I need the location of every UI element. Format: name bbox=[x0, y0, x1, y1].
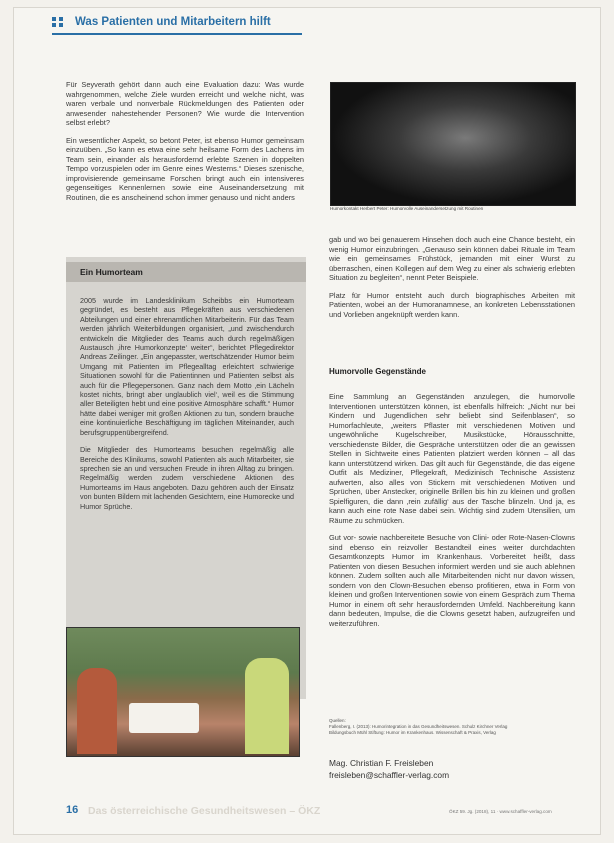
box-header bbox=[66, 262, 306, 282]
author-email[interactable]: freisleben@schaffler-verlag.com bbox=[329, 770, 450, 780]
author-block bbox=[329, 757, 449, 781]
sources-label: Quellen: bbox=[329, 718, 346, 723]
paragraph: Gut vor- sowie nachbereitete Besuche von Clini- oder Rote-Nasen-Clowns sind ebenso ein reizvoller Bestandteil eines weiter durchdachten Gesamtkonzepts Humor im Krankenhaus. Vorbereitet heißt, dass Patienten von diesen Besuchen informiert werden und sie auch ablehnen können. Zudem sollten auch alle Mitarbeitenden nicht nur davon wissen, sondern von den Clown-Besuchen ebenso profitieren, etwa in Form von kleinen und großen Interventionen sowie von einem Gespräch zum Thema Humor in einem oft sehr herausfordernden Umfeld. Nachbereitung kann dann bedeuten, Impulse, die die Clowns gesetzt haben, aufzugreifen und weiterzuführen. bbox=[329, 533, 575, 628]
person-figure bbox=[245, 658, 289, 754]
paragraph: Platz für Humor entsteht auch durch biographisches Arbeiten mit Patienten, wobei an der Humoranamnese, an konkreten Lebensstationen und Vorlieben angeknüpft werden kann. bbox=[329, 290, 575, 319]
author-name: Mag. Christian F. Freisleben bbox=[329, 758, 434, 768]
paragraph: gab und wo bei genauerem Hinsehen doch auch eine Chance besteht, ein wenig Humor einzubringen. „Genauso sein können dabei Rituale im Team wie ein gemeinsames Frühstück, jemanden mit einer Wurst zu überraschen, einen Kollegen auf dem Weg zu einer als schwierig erlebten Situation zu begleiten“, nennt Peter Beispiele. bbox=[329, 235, 575, 282]
paragraph: Die Mitglieder des Humorteams besuchen regelmäßig alle Bereiche des Klinikums, sowohl Patienten als auch Mitarbeiter, sie sprechen sie an und versuchen Freude in ihren Alltag zu bringen. Regelmäßig werden zudem verschiedene Aktionen des Humorteams im Haus angeboten. Dazu gehören auch der Einsatz von bunten Bildern mit lachenden Gesichtern, eine Humorecke und Humor Sprüche. bbox=[80, 445, 294, 511]
section-title: Was Patienten und Mitarbeitern hilft bbox=[75, 16, 271, 28]
paragraph: Für Seyverath gehört dann auch eine Evaluation dazu: Was wurde wahrgenommen, welche Ziele wurden erreicht und welche nicht, was waren verbale und nonverbale Rückmeldungen des Patienten oder anwesender nahestehender Personen? Wie wurde die Intervention selbst erlebt? bbox=[66, 80, 304, 127]
page-number: 16 bbox=[66, 804, 79, 816]
right-column bbox=[329, 235, 575, 327]
left-column bbox=[66, 80, 304, 210]
subheading: Humorvolle Gegenstände bbox=[329, 367, 426, 376]
source-item: Bildungsbuch Mühl Stiftung: Humor im Krankenhaus. Wissenschaft & Praxis, Verlag bbox=[329, 730, 496, 735]
header-rule bbox=[52, 33, 302, 35]
footer-info: ÖKZ 59. Jg. (2018), 11 · www.schaffler-verlag.com bbox=[449, 809, 552, 814]
paragraph: Ein wesentlicher Aspekt, so betont Peter, ist ebenso Humor gemeinsam einzuüben. „So kann es etwa eine sehr heilsame Form des Lachens im Team sein, einander als herausfordernd erlebte Szenen in doppelten Tempo vorzuspielen oder im Genre eines Westerns.“ Dieses szenische, improvisierende gemeinsame Forschen bringt auch ein intensiveres gegenseitiges Kennenlernen sowie eine Auseinandersetzung mit Routinen, die es anscheinend schon immer genauso und nicht anders bbox=[66, 135, 304, 202]
right-column-continued bbox=[329, 392, 575, 636]
paragraph: 2005 wurde im Landesklinikum Scheibbs ein Humorteam gegründet, es besteht aus Pflegekräften aus verschiedenen Abteilungen und einer ehrenamtlichen Mitarbeiterin. Für das Team werden jährlich Weiterbildungen organisiert, „und zwischendurch entwickeln die Mitglieder des Teams auch durch regelmäßigen Austausch ‚ihre Humorkonzepte‘ weiter“, berichtet Pflegedirektor Andreas Zeilinger. „Ein angepasster, wertschätzender Humor beim Umgang mit Patienten im Pflegealltag erleichtert schwierige Situationen sowohl für die Patientinnen und Patienten selbst als auch für die Pflegepersonen. Ganz nach dem Motto ‚ein Lächeln kostet nichts, bringt aber unglaublich viel‘, weil es die Stimmung aller Beteiligten hebt und eine positive Atmosphäre schafft.“ Humor hätte dabei weniger mit großen Aktionen zu tun, sondern brauche eine kontinuierliche Beschäftigung im täglichen Miteinander, auch berufsgruppenübergreifend. bbox=[80, 296, 294, 437]
box-title: Ein Humorteam bbox=[80, 267, 143, 277]
sources bbox=[329, 718, 575, 736]
grid-icon bbox=[52, 17, 64, 27]
photo-caption: Humorkontakt Herbert Peter: Humorvolle Auseinandersetzung mit Routinen bbox=[330, 206, 484, 211]
table-figure bbox=[129, 703, 199, 733]
paragraph: Eine Sammlung an Gegenständen anzulegen, die humorvolle Interventionen unterstützen können, ist ebenfalls hilfreich: „Nicht nur bei Kindern und Jugendlichen sehr beliebt sind Seifenblasen“, so Humorfachleute, „weiters Pflaster mit verschiedenen Motiven und ungewöhnliche Kugelschreiber, Musikstücke, Hörausschnitte, verschiedenste Bilder, die Gespräche unterstützen oder die an gewissen Stellen in Sichtweite eines Patienten platziert werden können – all das kann unterstützend wirken. Das gilt auch für Gegenstände, die das eigene Outfit als Mediziner, Pflegekraft, Medizinisch Technische Assistenz aufwerten, also alles von Stickern mit verschiedenen Motiven und Sprüchen, über Anstecker, originelle Brillen bis hin zu kleinen und großen Spielfiguren, die dann ‚rein zufällig‘ aus der Tasche blinzeln. Und ja, es kann auch eine rote Nase dabei sein. Wichtig sind zudem Utensilien, um Räume zu schmücken. bbox=[329, 392, 575, 525]
team-photo bbox=[66, 627, 300, 757]
section-header bbox=[52, 16, 271, 28]
source-item: Fallenberg, I. (2013): Humorintegration in das Gesundheitswesen. Schulz Kirchner Verlag bbox=[329, 724, 508, 729]
box-text bbox=[80, 296, 294, 519]
footer-title: Das österreichische Gesundheitswesen – ÖKZ bbox=[88, 805, 321, 817]
person-figure bbox=[77, 668, 117, 754]
portrait-photo bbox=[330, 82, 576, 206]
